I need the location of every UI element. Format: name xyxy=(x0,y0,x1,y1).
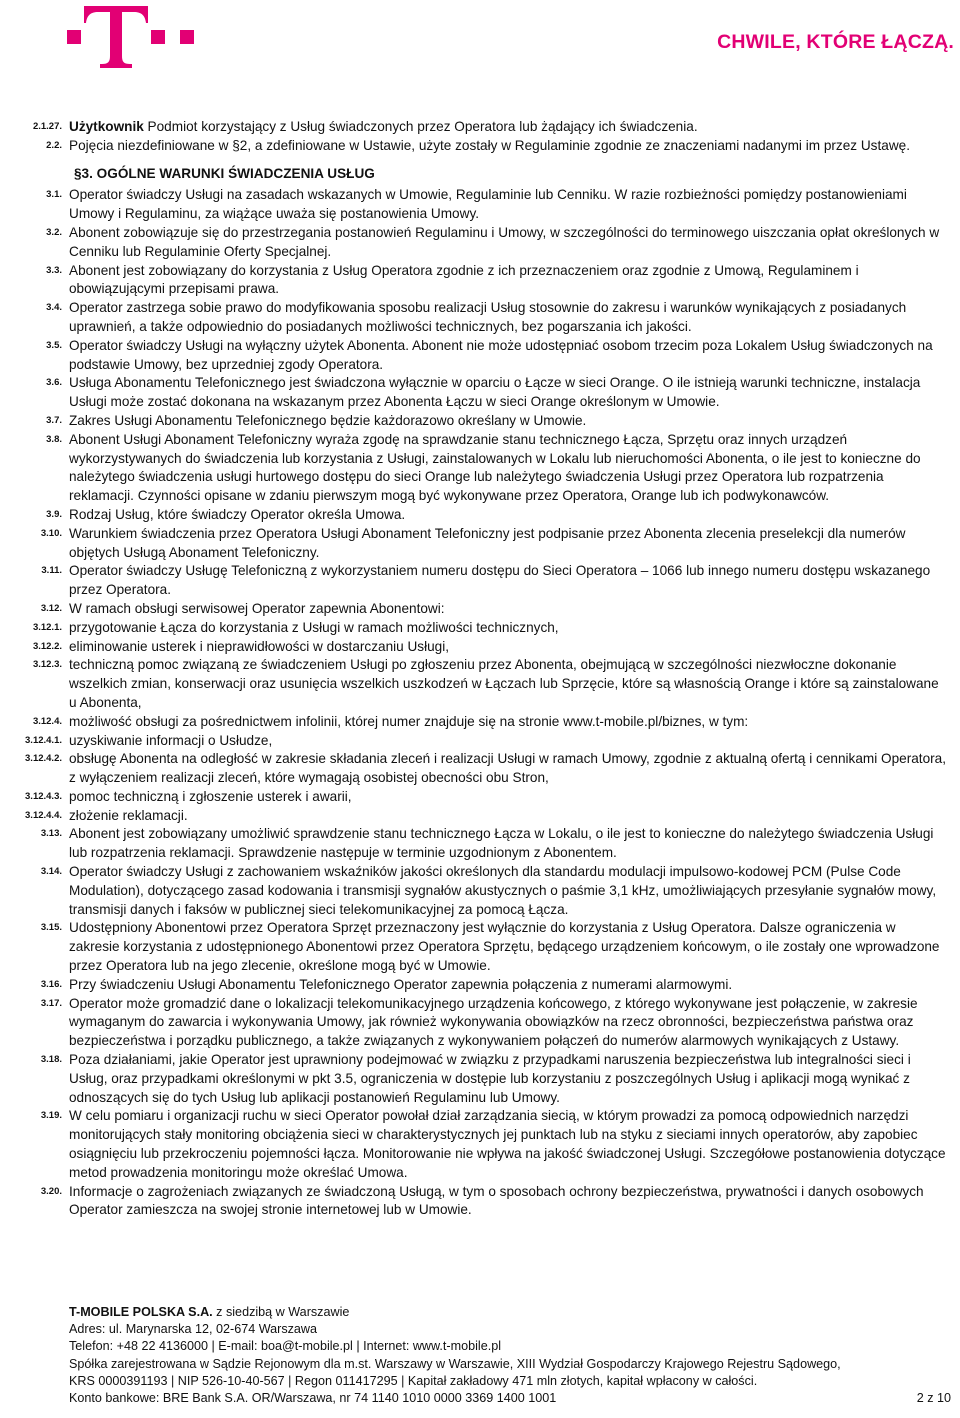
clause-item xyxy=(0,995,960,1051)
clause-item xyxy=(0,732,960,751)
clause-item xyxy=(0,1051,960,1107)
clause-number: 3.17. xyxy=(40,997,62,1009)
clause-item xyxy=(0,1107,960,1182)
clause-text: Przy świadczeniu Usługi Abonamentu Telefonicznego Operator zapewnia połączenia z numerami alarmowymi. xyxy=(69,976,733,992)
footer-bank: Konto bankowe: BRE Bank S.A. OR/Warszawa, nr 74 1140 1010 0000 3369 1400 1001 xyxy=(69,1391,557,1406)
clause-text: uzyskiwanie informacji o Usłudze, xyxy=(69,732,273,748)
clause-text: Operator zastrzega sobie prawo do modyfikowania sposobu realizacji Usług stosownie do zakresu i warunków wynikających z posiadanych uprawnień, a także odpowiednio do posiadanych możliwości technicznych, bez pogarszania ich jakości. xyxy=(69,300,907,334)
clause-item xyxy=(0,431,960,506)
clause-number: 3.19. xyxy=(40,1110,62,1122)
clause-number: 3.7. xyxy=(46,414,62,426)
clause-item xyxy=(0,600,960,619)
clause-number: 3.16. xyxy=(40,978,62,990)
clause-number: 3.6. xyxy=(46,377,62,389)
clause-item xyxy=(0,656,960,712)
clause-number: 3.12.1. xyxy=(32,621,62,633)
clause-text: Operator świadczy Usługi na zasadach wskazanych w Umowie, Regulaminie lub Cenniku. W razie rozbieżności pomiędzy postanowieniami Umowy i Regulaminu, za wiążące uważa się postanowienia Umowy. xyxy=(69,187,907,222)
page-number: 2 z 10 xyxy=(916,1391,951,1406)
clause-item xyxy=(0,374,960,412)
clause-number: 3.9. xyxy=(46,508,62,520)
clause-text: Abonent jest zobowiązany umożliwić sprawdzenie stanu technicznego Łącza w Lokalu, o ile jest to konieczne do należytego świadczenia Usługi lub rozpatrzenia reklamacji. Sprawdzenie następuje w terminie uzgodnionym z Abonentem. xyxy=(69,826,934,861)
t-logo-icon xyxy=(66,6,196,68)
clause-number: 3.12.4.3. xyxy=(25,790,62,802)
clause-number: 3.13. xyxy=(40,828,62,840)
clause-item xyxy=(0,788,960,807)
clause-text: złożenie reklamacji. xyxy=(69,807,188,823)
clause-item xyxy=(0,506,960,525)
list-item xyxy=(0,118,960,137)
footer-bank-line xyxy=(69,1390,953,1407)
section-heading: §3. OGÓLNE WARUNKI ŚWIADCZENIA USŁUG xyxy=(74,165,375,181)
slogan: CHWILE, KTÓRE ŁĄCZĄ. xyxy=(717,31,954,53)
clause-number: 3.15. xyxy=(40,922,62,934)
clause-item xyxy=(0,224,960,262)
list-item xyxy=(0,137,960,156)
clause-number: 3.8. xyxy=(46,433,62,445)
item-number: 2.2. xyxy=(46,139,62,151)
footer-registry: Spółka zarejestrowana w Sądzie Rejonowym dla m.st. Warszawy w Warszawie, XIII Wydział Gospodarczy Krajowego Rejestru Sądowego, xyxy=(69,1356,841,1371)
document-body xyxy=(0,118,960,1220)
clause-text: możliwość obsługi za pośrednictwem infolinii, której numer znajduje się na stronie www.t-mobile.pl/biznes, w tym: xyxy=(69,713,749,729)
clause-text: Usługa Abonamentu Telefonicznego jest świadczona wyłącznie w oparciu o Łącze w sieci Orange. O ile istnieją warunki techniczne, instalacja Usługi może zostać dokonana na wskazanym przez Abonenta Łączu w sieci Orange określonym w Umowie. xyxy=(69,375,921,410)
clause-number: 3.20. xyxy=(40,1185,62,1197)
page-header xyxy=(0,0,960,90)
footer-company-line xyxy=(69,1304,953,1321)
clause-text: obsługę Abonenta na odległość w zakresie składania zleceń i realizacji Usługi w ramach Umowy, zgodnie z aktualną ofertą i cennikami Operatora, z wyłączeniem realizacji zleceń, które wymagają osobistej obecności obu Stron, xyxy=(69,751,947,786)
clause-item xyxy=(0,863,960,919)
clause-text: Abonent jest zobowiązany do korzystania z Usług Operatora zgodnie z ich przeznaczeniem oraz zgodnie z Umową, Regulaminem i obowiązującymi przepisami prawa. xyxy=(69,262,859,297)
clause-item xyxy=(0,750,960,788)
clause-number: 3.14. xyxy=(40,866,62,878)
footer-contact: Telefon: +48 22 4136000 | E-mail: boa@t-mobile.pl | Internet: www.t-mobile.pl xyxy=(69,1339,501,1354)
clause-text: Informacje o zagrożeniach związanych ze świadczoną Usługą, w tym o sposobach ochrony bezpieczeństwa, prywatności i danych osobowych Operator zamieszcza na swojej stronie internetowej lub w Umowie. xyxy=(69,1183,924,1218)
item-text xyxy=(69,118,949,137)
clause-item xyxy=(0,299,960,337)
company-seat: z siedzibą w Warszawie xyxy=(212,1305,350,1319)
clause-text: Abonent Usługi Abonament Telefoniczny wyraża zgodę na sprawdzanie stanu technicznego Łącza, Sprzętu oraz innych urządzeń wykorzystywanych do świadczenia lub korzystania z Usługi, zainstalowanych w Lokalu lub nieruchomości Abonenta, o ile jest to konieczne do należytego świadczenia usługi hurtowego dostępu do sieci Orange lub należytego świadczenia Usługi przez Operatora lub rozpatrzenia reklamacji. Czynności opisane w zdaniu pierwszym mogą być wykonywane przez Operatora, Orange lub ich podwykonawców. xyxy=(69,431,921,504)
clause-item xyxy=(0,186,960,224)
clause-text: Abonent zobowiązuje się do przestrzegania postanowień Regulaminu i Umowy, w szczególności do terminowego uiszczania opłat określonych w Cenniku lub Regulaminie Oferty Specjalnej. xyxy=(69,224,940,259)
clause-item xyxy=(0,825,960,863)
clause-text: Warunkiem świadczenia przez Operatora Usługi Abonament Telefoniczny jest podpisanie przez Abonenta zlecenia preselekcji dla numerów objętych Usługą Abonament Telefoniczny. xyxy=(69,525,906,560)
clause-number: 3.12.4.2. xyxy=(25,753,62,765)
clause-text: Operator świadczy Usługę Telefoniczną z wykorzystaniem numeru dostępu do Sieci Operatora – 1066 lub innego numeru dostępu wskazanego przez Operatora. xyxy=(69,563,931,598)
clause-number: 3.12. xyxy=(40,602,62,614)
clause-number: 3.3. xyxy=(46,264,62,276)
clause-number: 3.1. xyxy=(46,189,62,201)
clause-number: 3.12.4.4. xyxy=(25,809,62,821)
clause-text: Rodzaj Usług, które świadczy Operator określa Umowa. xyxy=(69,506,406,522)
clause-list xyxy=(0,186,960,1220)
clause-number: 3.12.4. xyxy=(32,715,62,727)
clause-text: techniczną pomoc związaną ze świadczeniem Usługi po zgłoszeniu przez Abonenta, obejmującą w szczególności niezwłoczne dokonanie wszelkich zmian, konserwacji oraz usunięcia wszelkich uszkodzeń w Łączach lub Sprzęcie, które są własnością Orange i które są zainstalowane u Abonenta, xyxy=(69,657,939,710)
clause-item xyxy=(0,619,960,638)
footer-ids: KRS 0000391193 | NIP 526-10-40-567 | Regon 011417295 | Kapitał zakładowy 471 mln złotych, kapitał wpłacony w całości. xyxy=(69,1373,758,1388)
clause-item xyxy=(0,638,960,657)
clause-item xyxy=(0,525,960,563)
company-name: T-MOBILE POLSKA S.A. xyxy=(69,1305,213,1319)
clause-item xyxy=(0,919,960,975)
clause-item xyxy=(0,713,960,732)
clause-number: 3.5. xyxy=(46,339,62,351)
clause-item xyxy=(0,976,960,995)
clause-text: Operator może gromadzić dane o lokalizacji telekomunikacyjnego urządzenia końcowego, z którego wykonywane jest połączenie, w zakresie wymaganym do zawarcia i wykonywania Umowy, jak również wykonywania obowiązków na rzecz obronności, bezpieczeństwa państwa oraz bezpieczeństwa i porządku publicznego, a także związanych z wykonywaniem połączeń do numerów alarmowych wynikających z Ustawy. xyxy=(69,995,918,1049)
clause-text: Operator świadczy Usługi na wyłączny użytek Abonenta. Abonent nie może udostępniać osobom trzecim poza Lokalem Usług świadczonych na podstawie Umowy, bez uprzedniej zgody Operatora. xyxy=(69,337,933,372)
clause-number: 3.12.2. xyxy=(32,640,62,652)
clause-number: 3.2. xyxy=(46,226,62,238)
clause-item xyxy=(0,1183,960,1221)
defined-term: Użytkownik xyxy=(69,119,144,134)
clause-text: Zakres Usługi Abonamentu Telefonicznego będzie każdorazowo określany w Umowie. xyxy=(69,412,587,428)
clause-number: 3.11. xyxy=(41,565,62,577)
clause-number: 3.10. xyxy=(40,527,62,539)
clause-item xyxy=(0,337,960,375)
clause-text: W ramach obsługi serwisowej Operator zapewnia Abonentowi: xyxy=(69,600,445,616)
clause-text: Poza działaniami, jakie Operator jest uprawniony podejmować w związku z przypadkami naruszenia bezpieczeństwa lub integralności sieci i Usług, oraz przypadkami określonymi w pkt 3.5, ograniczenia w dostępie lub korzystaniu z poszczególnych Usług i aplikacji mogą wynikać z odnoszących się do tych Usług lub aplikacji postanowień Regulaminu lub Umowy. xyxy=(69,1052,911,1105)
clause-text: Operator świadczy Usługi z zachowaniem wskaźników jakości określonych dla standardu modulacji impulsowo-kodowej PCM (Pulse Code Modulation), dotyczącego zasad kodowania i transmisji sygnałów akustycznych o paśmie 3,1 kHz, umożliwiających przesyłanie sygnałów mowy, transmisji danych i faksów w publicznej sieci telekomunikacyjnej za pomocą Łącza. xyxy=(69,864,937,917)
clause-number: 3.12.4.1. xyxy=(25,734,62,746)
item-number: 2.1.27. xyxy=(32,121,62,132)
clause-item xyxy=(0,807,960,826)
clause-text: W celu pomiaru i organizacji ruchu w sieci Operator powołał dział zarządzania siecią, w którym prowadzi za pomocą odpowiednich narzędzi monitorujących stały monitoring obciążenia sieci w charakterystycznych jej punktach lub na styku z sieciami innych operatorów, aby zapobiec osiągnięciu lub przekroczeniu pojemności łącza. Monitorowanie nie wpływa na jakość świadczonej Usługi. Szczegółowe postanowienia dotyczące metod prowadzenia monitoringu może określać Umowa. xyxy=(69,1108,946,1180)
clause-number: 3.4. xyxy=(46,302,62,314)
footer-address: Adres: ul. Marynarska 12, 02-674 Warszawa xyxy=(69,1322,318,1337)
clause-text: pomoc techniczną i zgłoszenie usterek i awarii, xyxy=(69,788,352,804)
clause-number: 3.12.3. xyxy=(32,659,62,671)
clause-text: eliminowanie usterek i nieprawidłowości w dostarczaniu Usługi, xyxy=(69,638,450,654)
item-text: Pojęcia niezdefiniowane w §2, a zdefiniowane w Ustawie, użyte zostały w Regulaminie zgodnie ze znaczeniami nadanymi im przez Ustawę. xyxy=(69,137,910,153)
definition-text: Podmiot korzystający z Usług świadczonych przez Operatora lub żądający ich świadczenia. xyxy=(143,119,698,134)
clause-item xyxy=(0,562,960,600)
clause-text: Udostępniony Abonentowi przez Operatora Sprzęt przeznaczony jest wyłącznie do korzystania z Usług Operatora. Dalsze ograniczenia w zakresie korzystania z udostępnionego Abonentowi przez Operatora Sprzętu, będącego urządzeniem końcowym, o ile zostały one wprowadzone przez Operatora lub na jego zlecenie, określone mogą być w Umowie. xyxy=(69,920,940,974)
page-footer xyxy=(69,1304,953,1407)
clause-item xyxy=(0,262,960,300)
clause-number: 3.18. xyxy=(40,1054,62,1066)
clause-item xyxy=(0,412,960,431)
clause-text: przygotowanie Łącza do korzystania z Usługi w ramach możliwości technicznych, xyxy=(69,619,559,635)
